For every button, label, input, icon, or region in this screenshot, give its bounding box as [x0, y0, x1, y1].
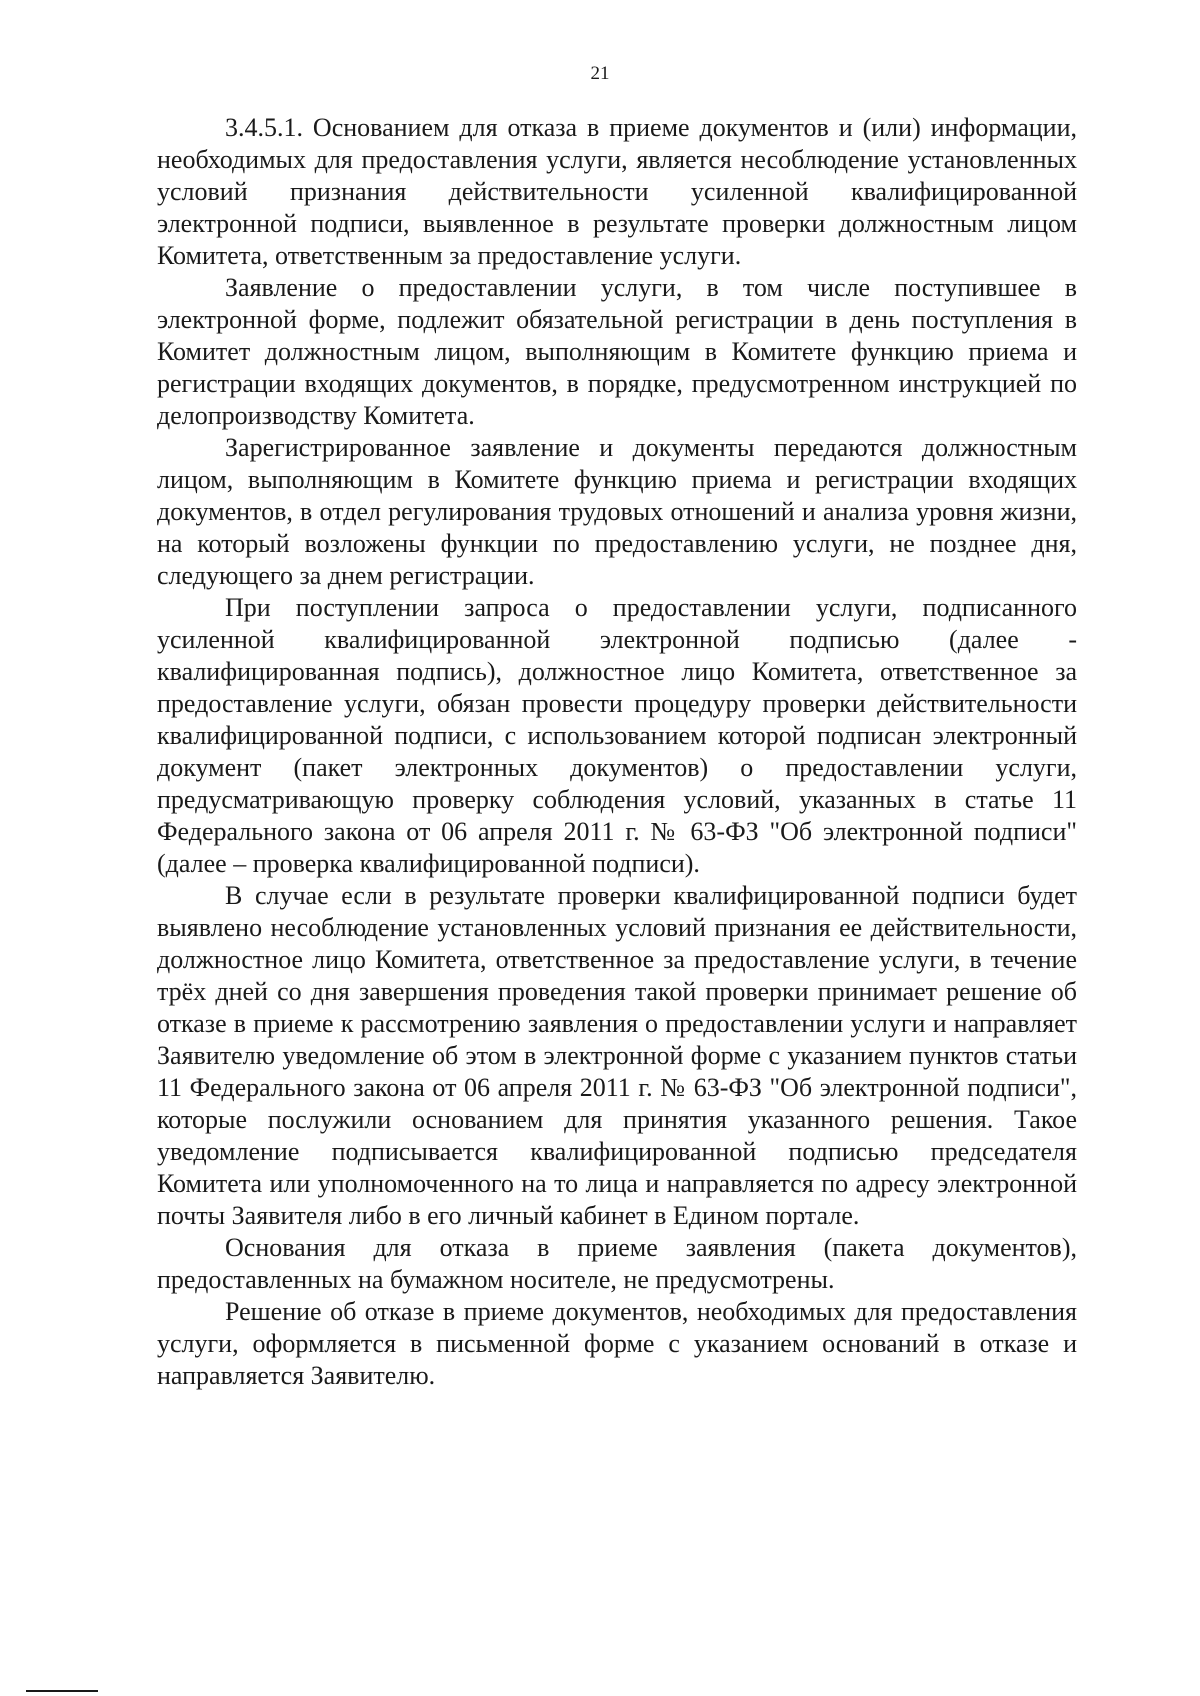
paragraph-signature-check: При поступлении запроса о предоставлении услуги, подписанного усиленной квалифицированной электронной подписью (далее - квалифицированная подпись), должностное лицо Комитета, ответственное за предоставление услуги, обязан провести процедуру проверки действительности квалифицированной подписи, с использованием которой подписан электронный документ (пакет электронных документов) о предоставлении услуги, предусматривающую проверку соблюдения условий, указанных в статье 11 Федерального закона от 06 апреля 2011 г. № 63-ФЗ "Об электронной подписи" (далее – проверка квалифицированной подписи). [157, 593, 1077, 878]
paragraph-paper-grounds: Основания для отказа в приеме заявления (пакета документов), предоставленных на бумажном носителе, не предусмотрены. [157, 1233, 1077, 1294]
document-body [157, 112, 1077, 1392]
paragraph-refusal-decision: В случае если в результате проверки квалифицированной подписи будет выявлено несоблюдение установленных условий признания ее действительности, должностное лицо Комитета, ответственное за предоставление услуги, в течение трёх дней со дня завершения проведения такой проверки принимает решение об отказе в приеме к рассмотрению заявления о предоставлении услуги и направляет Заявителю уведомление об этом в электронной форме с указанием пунктов статьи 11 Федерального закона от 06 апреля 2011 г. № 63-ФЗ "Об электронной подписи", которые послужили основанием для принятия указанного решения. Такое уведомление подписывается квалифицированной подписью председателя Комитета или уполномоченного на то лица и направляется по адресу электронной почты Заявителя либо в его личный кабинет в Едином портале. [157, 881, 1077, 1230]
paragraph-3-4-5-1: 3.4.5.1. Основанием для отказа в приеме документов и (или) информации, необходимых для предоставления услуги, является несоблюдение установленных условий признания действительности усиленной квалифицированной электронной подписи, выявленное в результате проверки должностным лицом Комитета, ответственным за предоставление услуги. [157, 113, 1077, 270]
paragraph-registration: Заявление о предоставлении услуги, в том числе поступившее в электронной форме, подлежит обязательной регистрации в день поступления в Комитет должностным лицом, выполняющим в Комитете функцию приема и регистрации входящих документов, в порядке, предусмотренном инструкцией по делопроизводству Комитета. [157, 273, 1077, 430]
paragraph-written-form: Решение об отказе в приеме документов, необходимых для предоставления услуги, оформляется в письменной форме с указанием оснований в отказе и направляется Заявителю. [157, 1297, 1077, 1390]
page-number: 21 [590, 63, 610, 84]
scan-edge-mark [26, 1690, 98, 1692]
paragraph-transfer: Зарегистрированное заявление и документы передаются должностным лицом, выполняющим в Комитете функцию приема и регистрации входящих документов, в отдел регулирования трудовых отношений и анализа уровня жизни, на который возложены функции по предоставлению услуги, не позднее дня, следующего за днем регистрации. [157, 433, 1077, 590]
